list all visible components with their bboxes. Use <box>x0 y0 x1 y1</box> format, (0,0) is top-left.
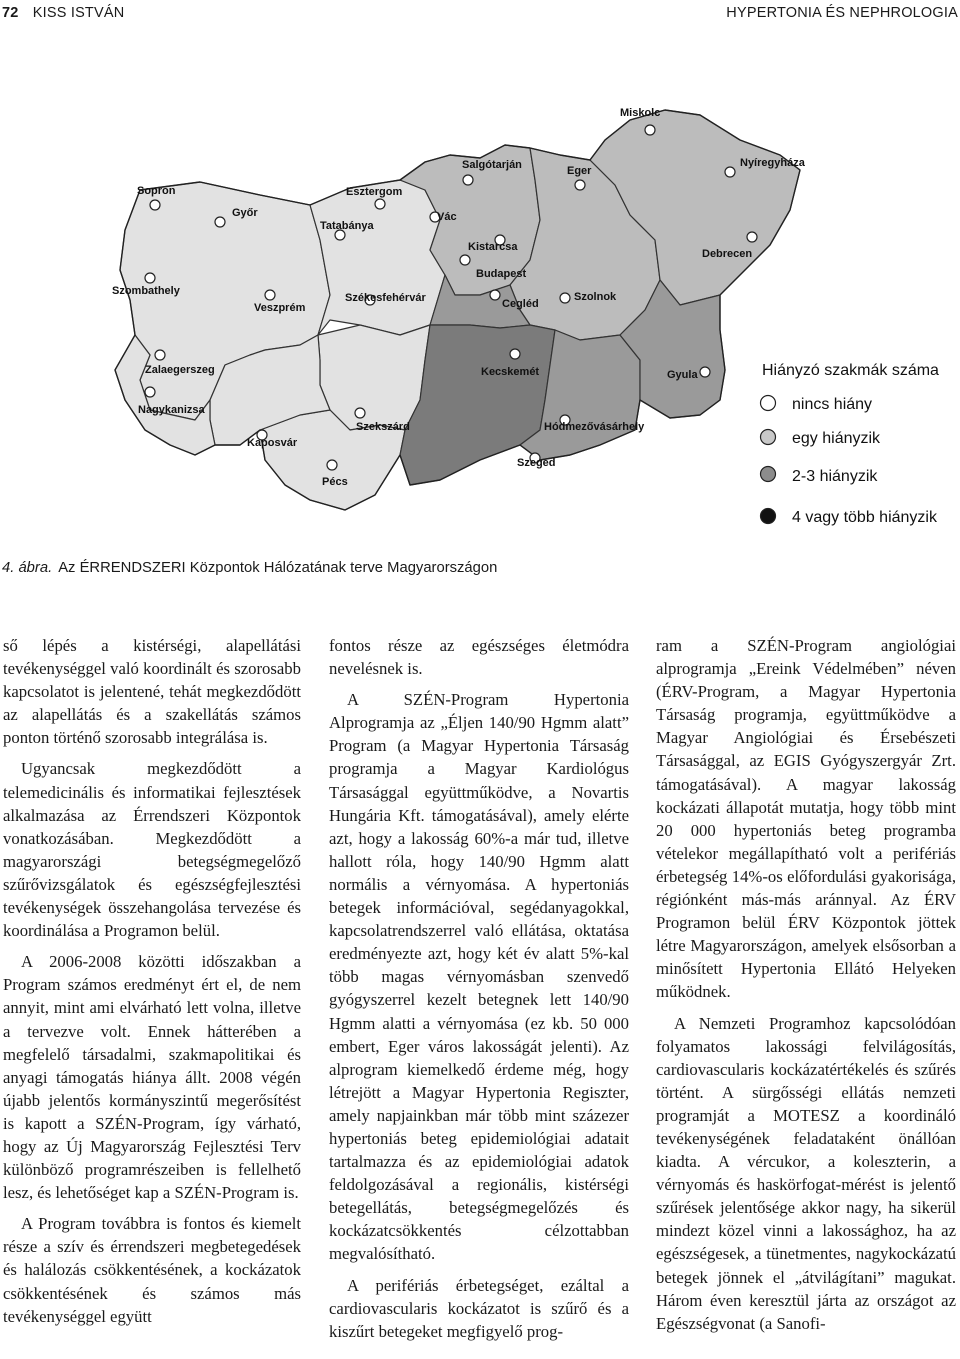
map-legend <box>752 350 960 530</box>
col1-paragraph-4: A Program továbbra is fontos és kiemelt része a szív és érrendszeri megbetegedések és halálozás csökkentésének, a kockázatok csökkentésének és számos más tevékenységgel együtt <box>3 1214 301 1326</box>
city-label-kaposvar: Kaposvár <box>247 437 298 449</box>
journal-name: HYPERTONIA ÉS NEPHROLOGIA <box>726 5 958 21</box>
page-header <box>0 0 960 30</box>
city-label-szolnok: Szolnok <box>574 291 617 303</box>
col1-paragraph-2: Ugyancsak megkezdődött a telemedicinális és informatikai fejlesztések alkalmazása az Érrendszeri Központok vonatkozásában. Megkezdődött a magyarországi betegségmegelőző szűrővizsgálatok és egészségfejlesztési tevékenységek összehangolása tervezése és koordinálása a Programon belül. <box>3 759 301 941</box>
city-label-tatabanya: Tatabánya <box>320 220 374 232</box>
city-label-salgotarjan: Salgótarján <box>462 159 522 171</box>
city-label-eger: Eger <box>567 165 592 177</box>
city-label-sopron: Sopron <box>137 185 176 197</box>
legend-dot-one <box>761 430 776 445</box>
city-label-gyula: Gyula <box>667 369 698 381</box>
col3-paragraph-2: A Nemzeti Programhoz kapcsolódóan folyamatos lakossági felvilágosítás, cardiovascularis kockázatértékelés és szűrés történt. A sürgősségi ellátás nemzeti programját a MOTESZ a koordináló tevékenységének feladataként önállóan kiadta. A vércukor, a koleszterin, a vérnyomás és haskörfogat-mérést is jelentő szűrések jelentősége akkor nagy, ha sikerül mindezt közel vinni a lakossághoz, ha az egészségesek, a tünetmentes, nagykockázatú betegek jönnek el „átvilágítani” magukat. Három éven keresztül járta az országot az Egészségvonat (a Sanofi- <box>656 1013 956 1333</box>
city-label-szekszard: Szekszárd <box>356 421 410 433</box>
column-2 <box>329 634 629 1351</box>
col2-paragraph-1: fontos része az egészséges életmódra nevelésnek is. <box>329 636 629 679</box>
city-label-nagykanizsa: Nagykanizsa <box>138 404 205 416</box>
city-label-szeged: Szeged <box>517 457 556 469</box>
col3-paragraph-1: ram a SZÉN-Program angiológiai alprogramja „Ereink Védelmében” néven (ÉRV-Program, a Magyar Hypertonia Társaság programja, együttműködve a Magyar Angiológiai és Érsebészeti Társasággal, az EGIS Gyógyszergyár Zrt. támogatásával). A magyar lakosság kockázati állapotát mutatja, hogy több mint 20 000 hypertoniás beteg programba vételekor megállapítható volt a perifériás érbetegség 14%-os előfordulási gyakorisága, régiónként más-más aránnyal. Az ÉRV Programon belül ÉRV Központok jöttek létre Magyarországon, amelyek elsősorban a minősített Hypertonia Ellátó Helyeken működnek. <box>656 636 956 1002</box>
city-label-zalaegerszeg: Zalaegerszeg <box>145 364 215 376</box>
city-label-veszprem: Veszprém <box>254 302 306 314</box>
city-label-gyor: Győr <box>232 207 258 219</box>
figure-caption <box>2 560 497 576</box>
city-label-esztergom: Esztergom <box>346 186 403 198</box>
figure-caption-text: Az ÉRRENDSZERI Központok Hálózatának terve Magyarországon <box>58 560 498 576</box>
legend-dot-two-three <box>761 467 776 482</box>
header-left <box>2 5 124 21</box>
map-figure <box>0 100 960 540</box>
legend-label-two-three: 2-3 hiányzik <box>792 468 878 485</box>
col2-paragraph-2: A SZÉN-Program Hypertonia Alprogramja az „Éljen 140/90 Hgmm alatt” Program (a Magyar Hypertonia Társaság programja a Magyar Kardiológus Társasággal együttműködve, a Novartis Hungária Kft. támogatásával), amely elérte azt, hogy a lakosság 60%-a már tud, illetve hallott róla, hogy 140/90 Hgmm alatt normális a vérnyomása. A hypertoniás betegek információval, segédanyagokkal, kapcsolatrendszerrel való ellátása, oktatása eredményezte azt, hogy két év alatt 5%-kal több magas vérnyomásban szenvedő gyógyszerrel kezelt betegnek lett 140/90 Hgmm alatti a vérnyomása (ez kb. 50 000 embert, Eger város lakosságát jelenti). Az alprogram kiemelkedő érdeme még, hogy létrejött a Magyar Hypertonia Regiszter, amely napjainkban már több mint százezer hypertoniás beteg epidemiológiai adatait tartalmazza és az epidemiológiai adatok feldolgozásával a regionális, kistérségi betegellátás, betegségmegelőzés és kockázatcsökkentés célzottabban megvalósítható. <box>329 690 629 1264</box>
col1-paragraph-1: ső lépés a kistérségi, alapellátási tevékenységgel való koordinált és szorosabb kapcsolatot is jelentené, tehát megkezdődött az alapellátás és a szakellátás számos ponton történő szorosabb integrálása is. <box>3 636 301 748</box>
hungary-map <box>0 100 960 540</box>
legend-label-four-plus: 4 vagy több hiányzik <box>792 509 937 526</box>
page-number: 72 <box>2 5 19 21</box>
city-label-szombathely: Szombathely <box>112 285 180 297</box>
city-label-vac: Vác <box>437 211 457 223</box>
legend-dot-four-plus <box>761 509 776 524</box>
column-1 <box>3 634 301 1336</box>
city-label-hodmezovasarhely: Hódmezővásárhely <box>544 421 645 433</box>
city-label-kecskemet: Kecskemét <box>481 366 540 378</box>
legend-label-one: egy hiányzik <box>792 430 881 447</box>
legend-label-none: nincs hiány <box>792 396 873 413</box>
city-label-budapest: Budapest <box>476 268 527 280</box>
city-label-nyiregyhaza: Nyíregyháza <box>740 157 805 169</box>
col1-paragraph-3: A 2006-2008 közötti időszakban a Program számos eredményt ért el, de nem annyit, mint ami elvárható lett volna, illetve a tervezve volt. Ennek hátterében a megfelelő társadalmi, szakmapolitikai és anyagi támogatás hiánya állt. 2008 végén újabb jelentős kormányszintű megerősítést is kapott a SZÉN-Program, így várható, hogy az Új Magyarország Fejlesztési Terv különböző programrészeiben is fellelhető lesz, és lehetőséget kap a SZÉN-Program is. <box>3 952 301 1203</box>
city-label-miskolc: Miskolc <box>620 107 661 119</box>
figure-number: 4. ábra. <box>2 560 53 576</box>
city-label-kistarcsa: Kistarcsa <box>468 241 518 253</box>
city-label-pecs: Pécs <box>322 476 348 488</box>
legend-title: Hiányzó szakmák száma <box>762 362 939 379</box>
city-label-cegled: Cegléd <box>502 298 539 310</box>
city-label-szekesfehervar: Székesfehérvár <box>345 292 426 304</box>
col2-paragraph-3: A perifériás érbetegséget, ezáltal a cardiovascularis kockázatot is szűrő és a kiszűrt betegeket megfigyelő prog- <box>329 1275 629 1341</box>
legend-dot-none <box>761 396 776 411</box>
city-label-debrecen: Debrecen <box>702 248 753 260</box>
body-columns <box>0 634 960 1354</box>
column-3 <box>656 634 956 1343</box>
author-name: KISS ISTVÁN <box>32 5 125 21</box>
